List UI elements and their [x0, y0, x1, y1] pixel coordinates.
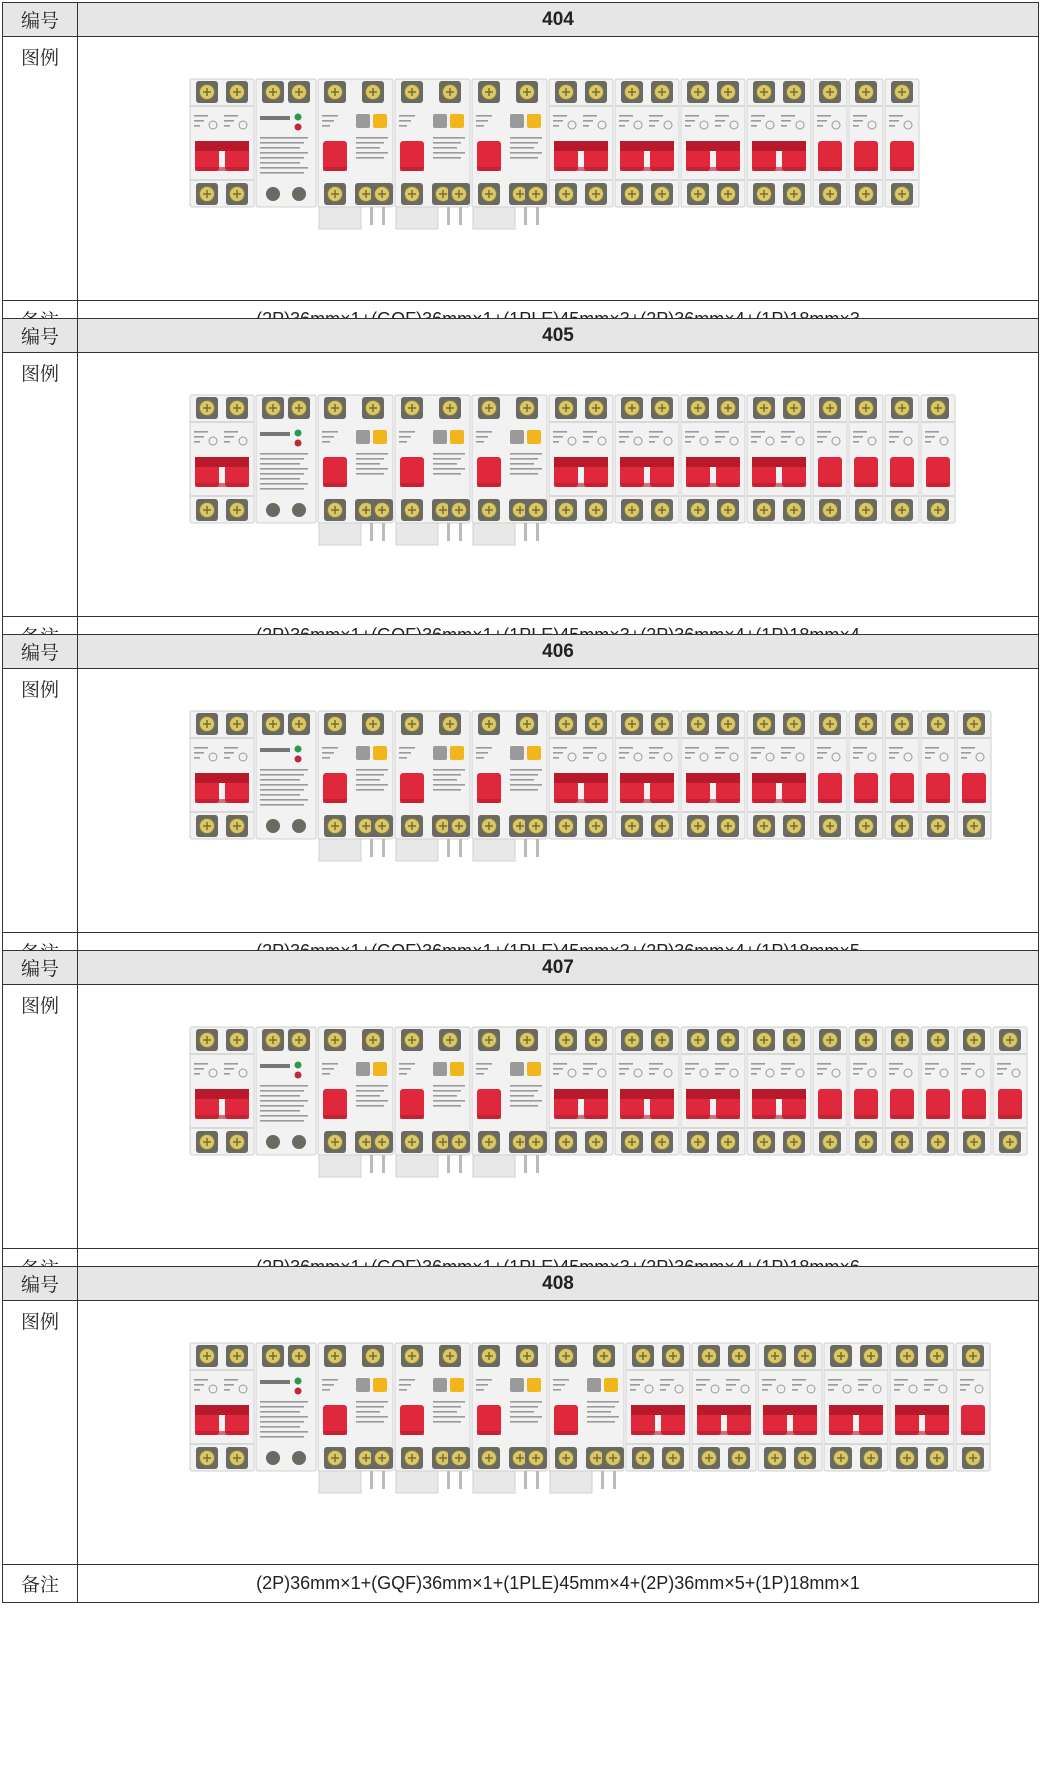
breaker-1p	[993, 1027, 1027, 1155]
rcbo-1ple	[395, 711, 470, 861]
number-label: 编号	[3, 635, 78, 668]
rcbo-1ple	[318, 395, 393, 545]
breaker-2p	[549, 395, 613, 523]
breaker-2p	[824, 1343, 888, 1471]
breaker-2p	[747, 395, 811, 523]
rcbo-1ple	[318, 1343, 393, 1493]
legend-label: 图例	[3, 37, 78, 300]
breaker-1p	[957, 1027, 991, 1155]
spec-table	[2, 1266, 1039, 1603]
breaker-2p	[681, 711, 745, 839]
number-row	[3, 951, 1038, 985]
number-label: 编号	[3, 951, 78, 984]
rcbo-1ple	[395, 79, 470, 229]
breaker-1p	[957, 711, 991, 839]
rcbo-1ple	[472, 395, 547, 545]
breaker-2p	[190, 1343, 254, 1471]
spec-table	[2, 318, 1039, 655]
breaker-strip	[190, 1027, 1044, 1199]
breaker-1p	[921, 395, 955, 523]
legend-row	[3, 669, 1038, 933]
number-row	[3, 1267, 1038, 1301]
rcbo-1ple	[318, 79, 393, 229]
number-value: 405	[542, 324, 574, 346]
breaker-1p	[813, 79, 847, 207]
breaker-1p	[849, 395, 883, 523]
number-label: 编号	[3, 3, 78, 36]
breaker-1p	[885, 79, 919, 207]
rcbo-1ple	[549, 1343, 624, 1493]
breaker-1p	[813, 1027, 847, 1155]
legend-cell	[78, 37, 1038, 300]
breaker-2p	[626, 1343, 690, 1471]
breaker-2p	[692, 1343, 756, 1471]
breaker-2p	[681, 395, 745, 523]
breaker-2p	[747, 1027, 811, 1155]
spec-table	[2, 634, 1039, 971]
legend-label: 图例	[3, 985, 78, 1248]
breaker-strip	[190, 1343, 1044, 1515]
breaker-strip	[190, 395, 1044, 567]
number-label: 编号	[3, 1267, 78, 1300]
rcbo-1ple	[318, 711, 393, 861]
number-row	[3, 319, 1038, 353]
breaker-2p	[758, 1343, 822, 1471]
number-row	[3, 3, 1038, 37]
number-row	[3, 635, 1038, 669]
rcbo-1ple	[395, 1027, 470, 1177]
legend-row	[3, 37, 1038, 301]
rcbo-1ple	[472, 711, 547, 861]
breaker-1p	[813, 395, 847, 523]
legend-label: 图例	[3, 353, 78, 616]
breaker-2p	[190, 395, 254, 523]
gqf-protector	[256, 1343, 316, 1471]
legend-cell	[78, 985, 1038, 1248]
remark-row	[3, 1565, 1038, 1602]
remark-value: (2P)36mm×1+(GQF)36mm×1+(1PLE)45mm×4+(2P)36mm×5+(1P)18mm×1	[256, 1573, 860, 1593]
breaker-2p	[190, 79, 254, 207]
legend-cell	[78, 1301, 1038, 1564]
legend-cell	[78, 353, 1038, 616]
rcbo-1ple	[472, 1343, 547, 1493]
number-value: 406	[542, 640, 574, 662]
rcbo-1ple	[395, 1343, 470, 1493]
gqf-protector	[256, 1027, 316, 1155]
breaker-1p	[885, 1027, 919, 1155]
number-value: 407	[542, 956, 574, 978]
breaker-1p	[885, 711, 919, 839]
breaker-1p	[921, 1027, 955, 1155]
breaker-1p	[849, 1027, 883, 1155]
number-value: 408	[542, 1272, 574, 1294]
breaker-2p	[615, 79, 679, 207]
remark-label: 备注	[3, 1565, 78, 1602]
breaker-2p	[615, 1027, 679, 1155]
gqf-protector	[256, 79, 316, 207]
spec-table	[2, 2, 1039, 339]
legend-label: 图例	[3, 1301, 78, 1564]
breaker-1p	[956, 1343, 990, 1471]
breaker-2p	[549, 79, 613, 207]
legend-row	[3, 353, 1038, 617]
legend-row	[3, 1301, 1038, 1565]
breaker-2p	[890, 1343, 954, 1471]
legend-label: 图例	[3, 669, 78, 932]
gqf-protector	[256, 395, 316, 523]
breaker-strip	[190, 79, 1044, 251]
breaker-1p	[885, 395, 919, 523]
breaker-1p	[813, 711, 847, 839]
gqf-protector	[256, 711, 316, 839]
number-value: 404	[542, 8, 574, 30]
breaker-2p	[190, 1027, 254, 1155]
breaker-2p	[681, 79, 745, 207]
breaker-1p	[849, 79, 883, 207]
number-label: 编号	[3, 319, 78, 352]
breaker-1p	[849, 711, 883, 839]
rcbo-1ple	[318, 1027, 393, 1177]
breaker-strip	[190, 711, 1044, 883]
spec-table	[2, 950, 1039, 1287]
breaker-2p	[549, 711, 613, 839]
legend-cell	[78, 669, 1038, 932]
rcbo-1ple	[472, 79, 547, 229]
breaker-2p	[681, 1027, 745, 1155]
rcbo-1ple	[395, 395, 470, 545]
breaker-2p	[747, 711, 811, 839]
legend-row	[3, 985, 1038, 1249]
breaker-2p	[615, 711, 679, 839]
breaker-2p	[190, 711, 254, 839]
breaker-2p	[747, 79, 811, 207]
breaker-1p	[921, 711, 955, 839]
breaker-2p	[549, 1027, 613, 1155]
breaker-2p	[615, 395, 679, 523]
rcbo-1ple	[472, 1027, 547, 1177]
